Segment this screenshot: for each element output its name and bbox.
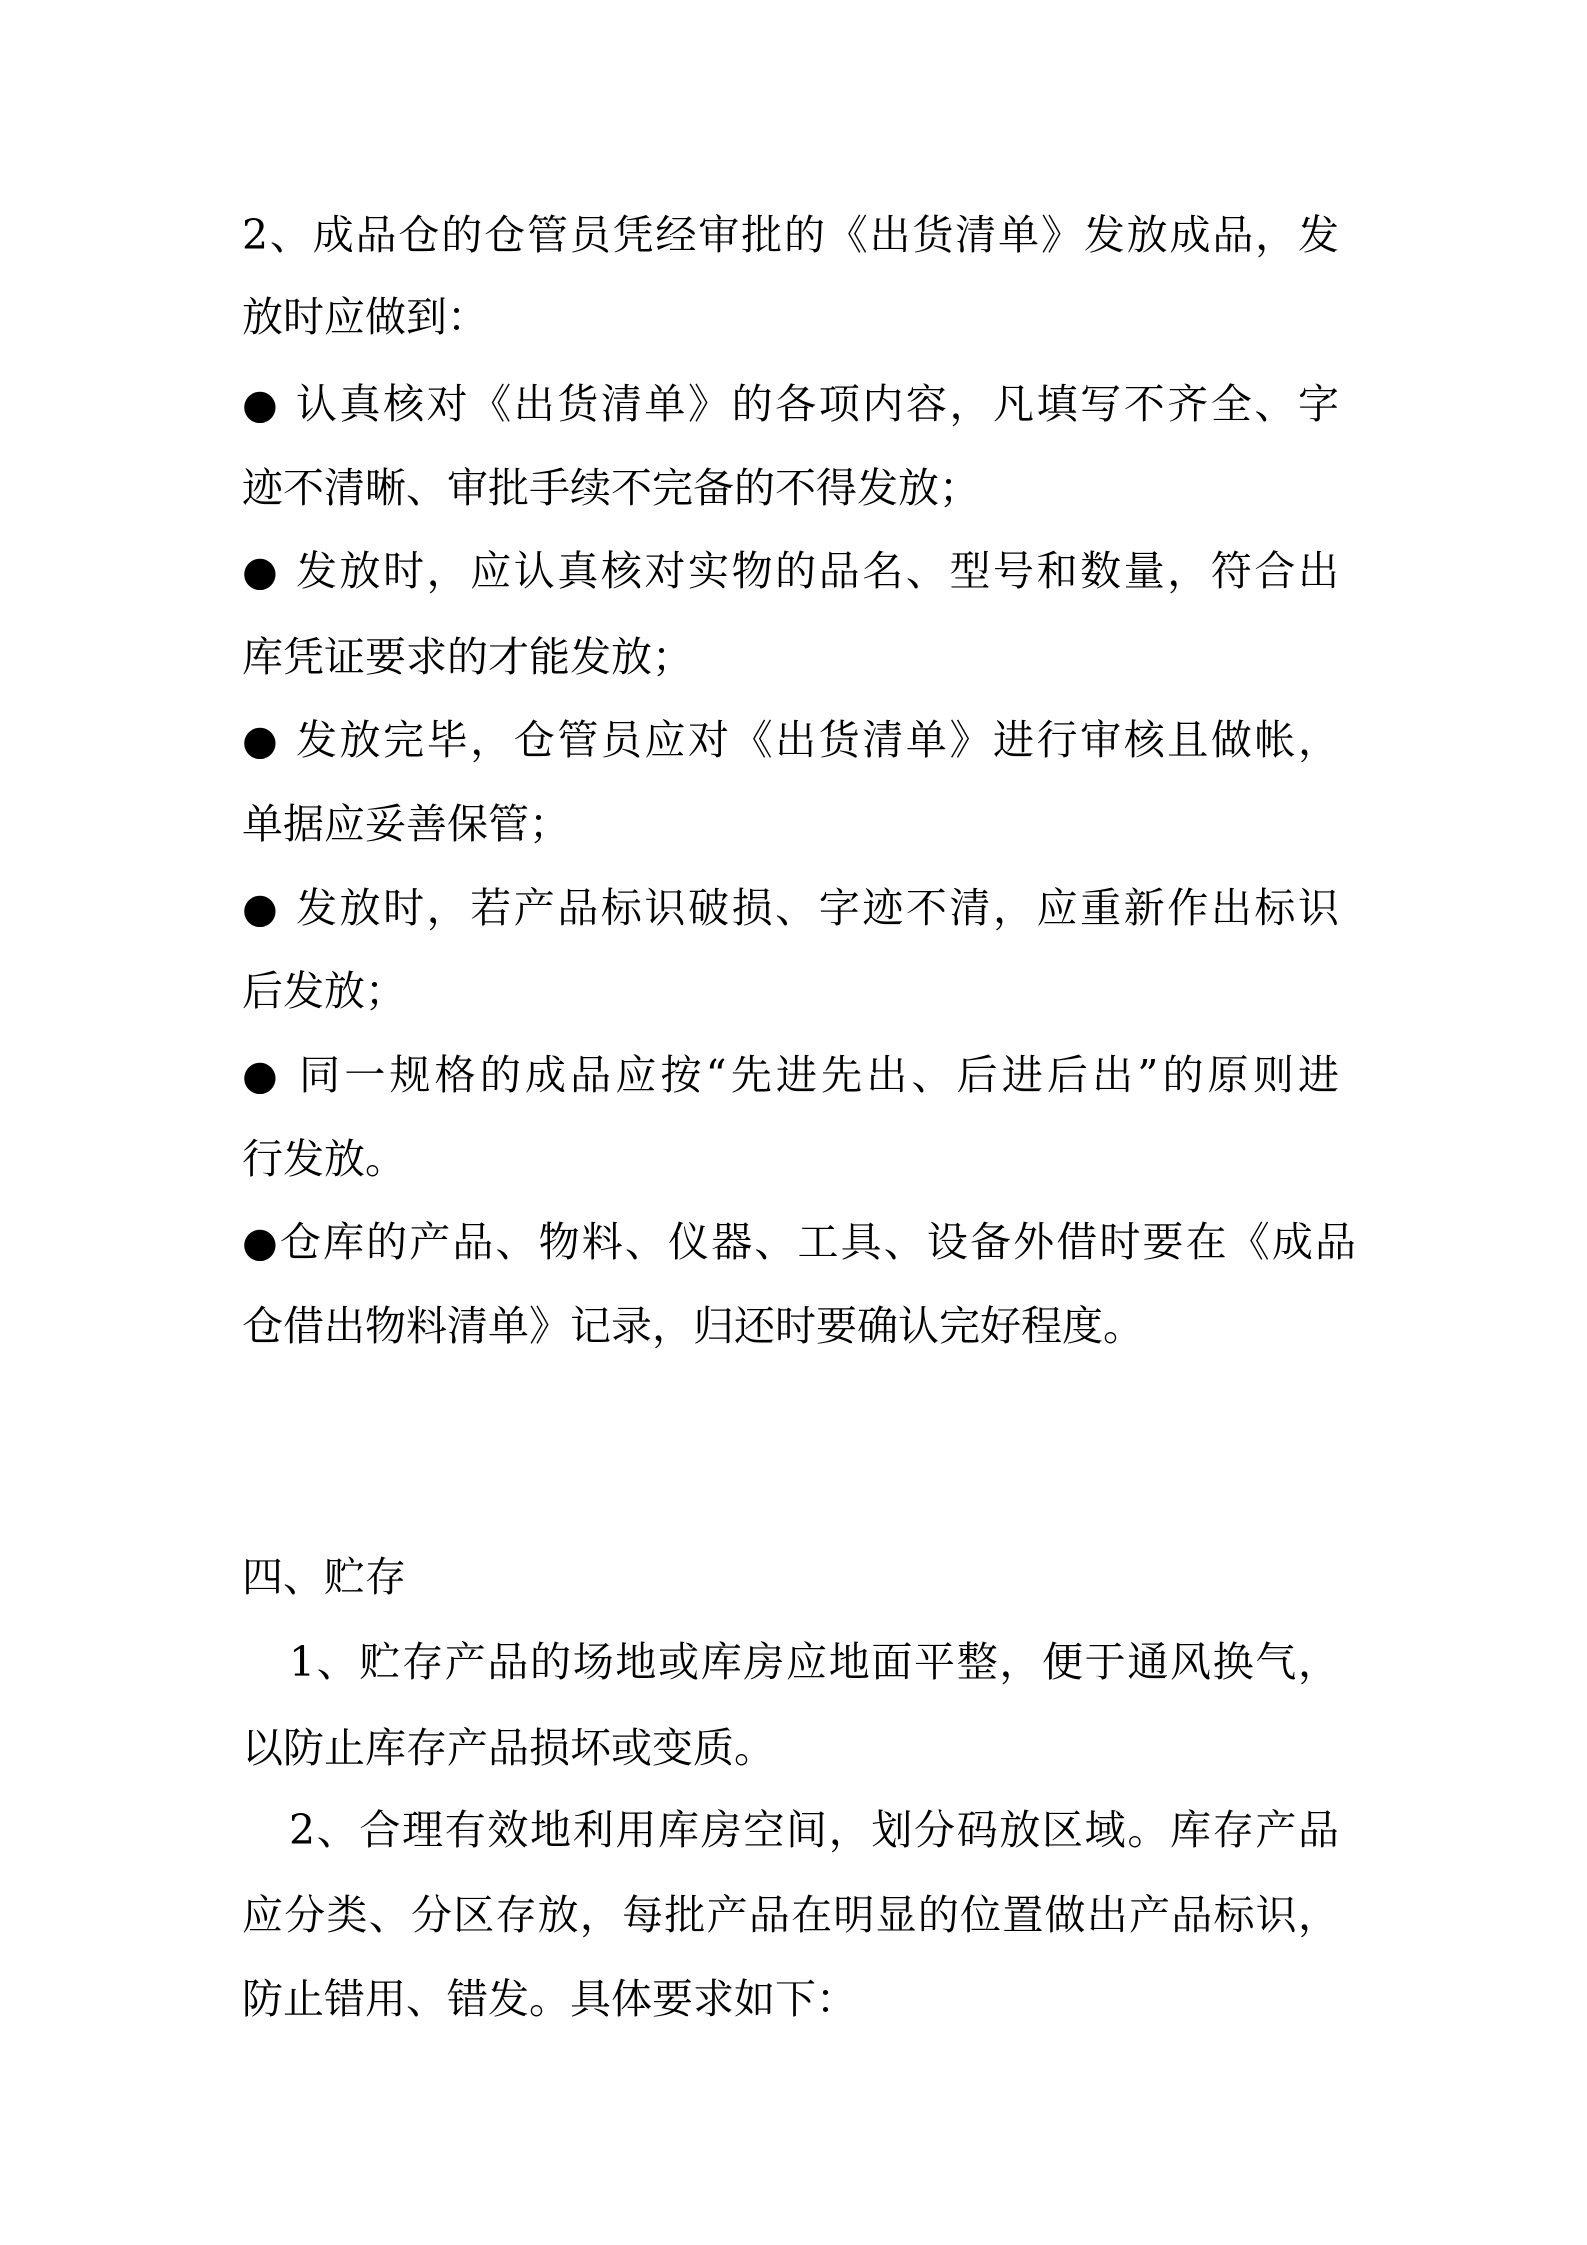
paragraph-line: 应分类、分区存放，每批产品在明显的位置做出产品标识， xyxy=(242,1891,1339,1939)
paragraph-line: 1、贮存产品的场地或库房应地面平整，便于通风换气， xyxy=(289,1638,1339,1686)
bullet-line: ● 同一规格的成品应按“先进先出、后进后出”的原则进 xyxy=(242,1051,1339,1099)
bullet-line: ● 认真核对《出货清单》的各项内容，凡填写不齐全、字 xyxy=(242,380,1339,428)
paragraph-line: 单据应妥善保管； xyxy=(242,800,570,848)
bullet-line: ● 发放时，应认真核对实物的品名、型号和数量，符合出 xyxy=(242,547,1339,595)
section-heading: 四、贮存 xyxy=(242,1553,406,1601)
paragraph-line: 防止错用、错发。具体要求如下： xyxy=(242,1975,857,2023)
paragraph-line: 2、成品仓的仓管员凭经审批的《出货清单》发放成品，发 xyxy=(242,211,1339,259)
paragraph-line: 仓借出物料清单》记录，归还时要确认完好程度。 xyxy=(242,1302,1144,1350)
paragraph-line: 迹不清晰、审批手续不完备的不得发放； xyxy=(242,464,980,512)
paragraph-line: 后发放； xyxy=(242,967,406,1015)
paragraph-line: 库凭证要求的才能发放； xyxy=(242,633,693,681)
paragraph-line: 行发放。 xyxy=(242,1135,406,1183)
paragraph-line: 放时应做到： xyxy=(242,293,488,341)
bullet-line: ● 发放时，若产品标识破损、字迹不清，应重新作出标识 xyxy=(242,884,1339,932)
bullet-line: ●仓库的产品、物料、仪器、工具、设备外借时要在《成品 xyxy=(242,1218,1356,1266)
paragraph-line: 2、合理有效地利用库房空间，划分码放区域。库存产品 xyxy=(289,1806,1339,1854)
bullet-line: ● 发放完毕，仓管员应对《出货清单》进行审核且做帐， xyxy=(242,716,1339,764)
paragraph-line: 以防止库存产品损坏或变质。 xyxy=(242,1724,775,1772)
